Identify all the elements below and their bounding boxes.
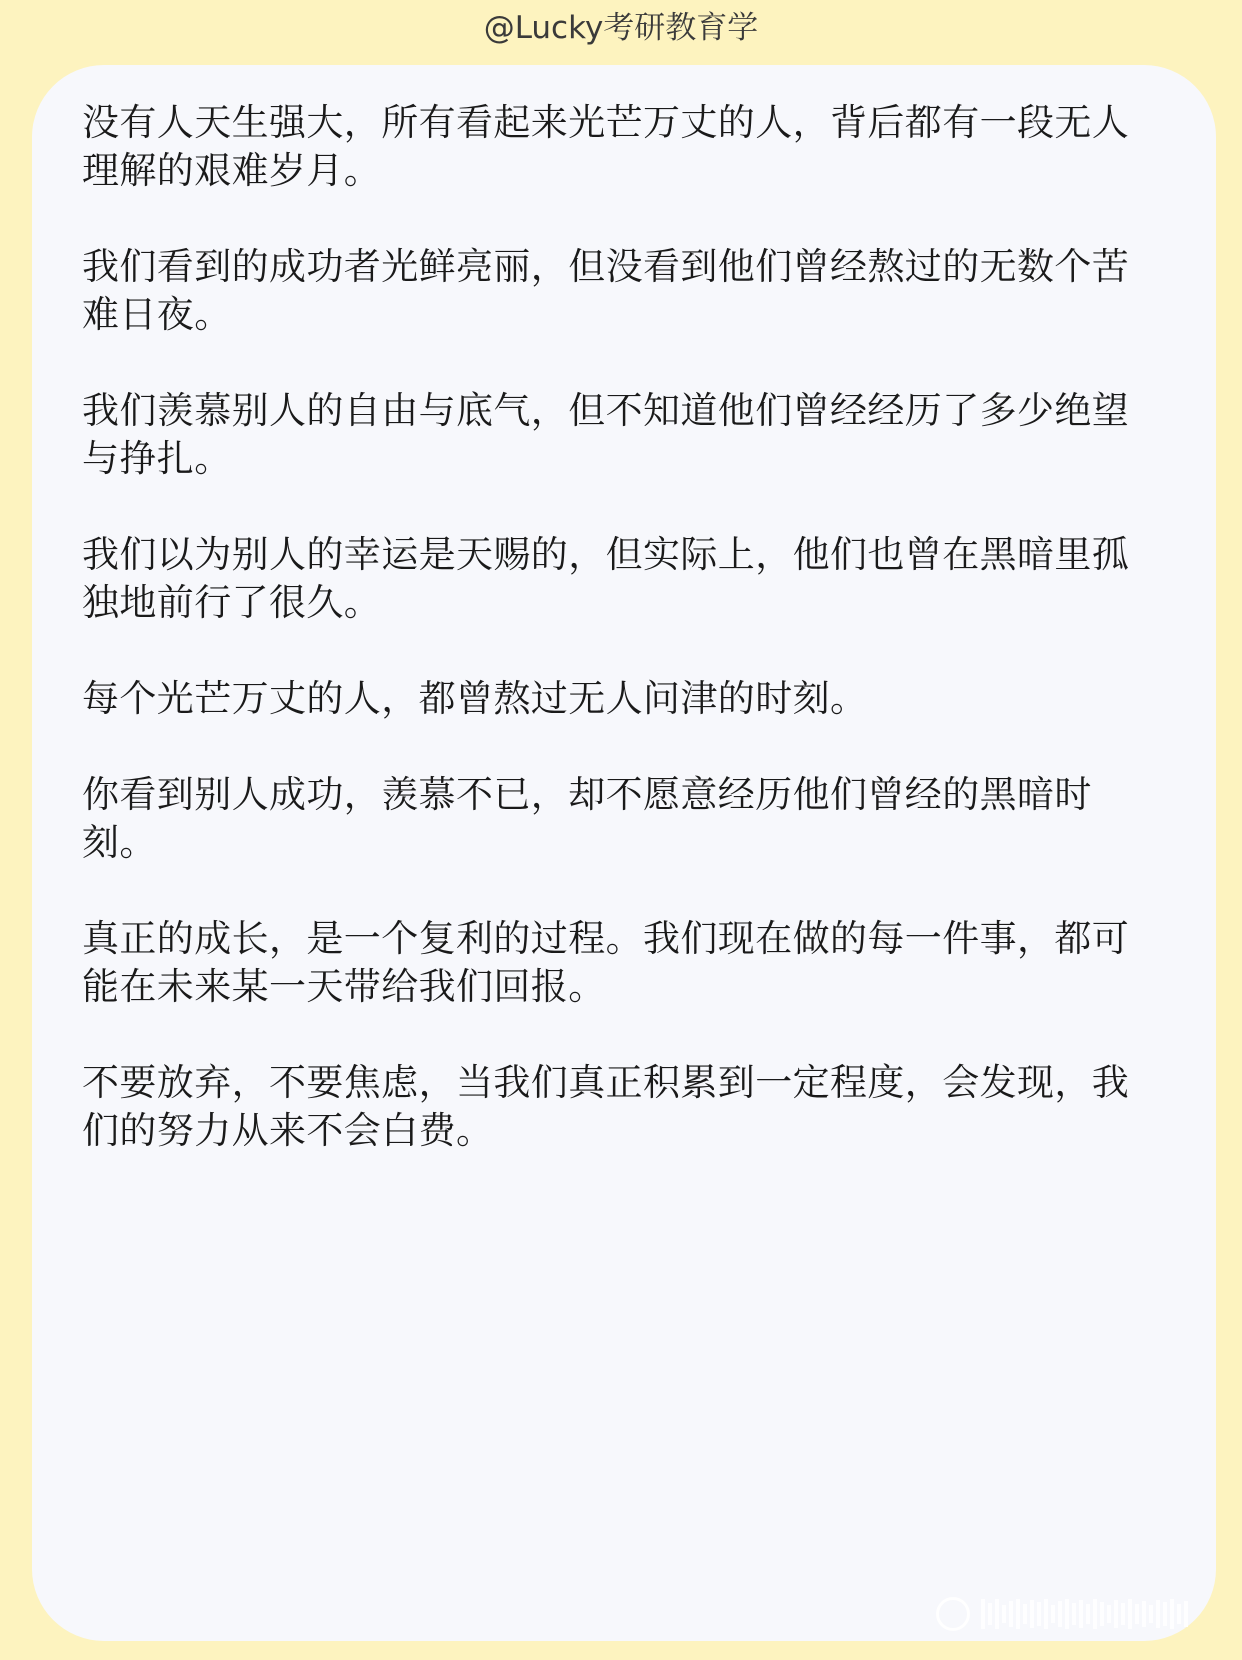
paragraph-4: 我们以为别人的幸运是天赐的，但实际上，他们也曾在黑暗里孤独地前行了很久。	[82, 533, 1130, 624]
paragraph-2: 我们看到的成功者光鲜亮丽，但没看到他们曾经熬过的无数个苦难日夜。	[82, 245, 1130, 336]
paragraph-3: 我们羡慕别人的自由与底气，但不知道他们曾经经历了多少绝望与挣扎。	[82, 389, 1130, 480]
paragraph-7: 真正的成长，是一个复利的过程。我们现在做的每一件事，都可能在未来某一天带给我们回报。	[82, 917, 1130, 1008]
article-card	[32, 65, 1216, 1641]
paragraph-8: 不要放弃，不要焦虑，当我们真正积累到一定程度，会发现，我们的努力从来不会白费。	[82, 1061, 1130, 1152]
watermark	[936, 1595, 1188, 1633]
watermark-logo-icon	[936, 1597, 970, 1631]
author-header: @Lucky考研教育学	[483, 10, 759, 46]
paragraph-1: 没有人天生强大，所有看起来光芒万丈的人，背后都有一段无人理解的艰难岁月。	[82, 101, 1130, 192]
paragraph-5: 每个光芒万丈的人，都曾熬过无人问津的时刻。	[82, 677, 868, 720]
paragraph-6: 你看到别人成功，羡慕不已，却不愿意经历他们曾经的黑暗时刻。	[82, 773, 1092, 864]
